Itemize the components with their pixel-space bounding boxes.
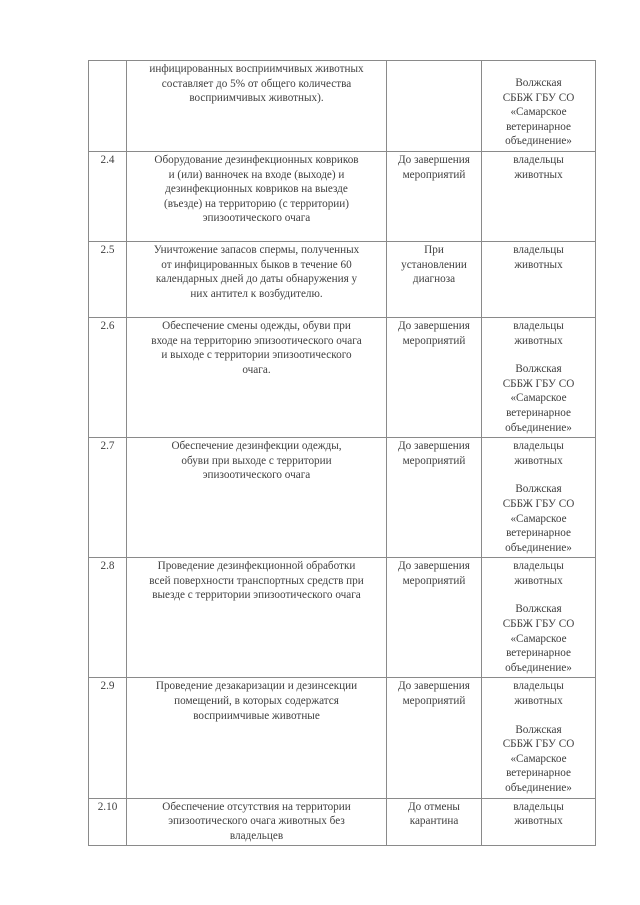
term-line: До завершения — [398, 153, 470, 166]
term-line: До завершения — [398, 440, 470, 453]
execution-term — [387, 798, 482, 846]
responsible-party — [485, 153, 592, 182]
item-number: 2.4 — [89, 151, 127, 241]
description-line: всей поверхности транспортных средств при — [149, 574, 364, 587]
item-number: 2.7 — [89, 438, 127, 558]
description-line: Уничтожение запасов спермы, полученных — [153, 243, 360, 256]
description-line: от инфицированных быков в течение 60 — [161, 258, 352, 271]
term-line: карантина — [409, 815, 459, 828]
responsible-party — [485, 559, 592, 588]
responsible-party — [485, 362, 592, 435]
description-line: Обеспечение смены одежды, обуви при — [162, 319, 351, 332]
responsible-party — [485, 602, 592, 675]
table-row — [89, 678, 596, 798]
description-line: Обеспечение дезинфекции одежды, — [171, 440, 342, 453]
description-line: выезде с территории эпизоотического очага — [152, 589, 361, 602]
term-line: До завершения — [398, 680, 470, 693]
responsible-line: объединение» — [505, 135, 572, 148]
responsible-line: Волжская — [515, 363, 562, 376]
measure-description — [127, 678, 387, 798]
measure-description — [127, 241, 387, 317]
item-number: 2.9 — [89, 678, 127, 798]
responsible-line: ветеринарное — [506, 647, 571, 660]
responsible-line: объединение» — [505, 421, 572, 434]
responsible-line: СББЖ ГБУ СО — [502, 497, 575, 510]
term-line: До отмены — [408, 800, 460, 813]
responsible-line: Волжская — [515, 603, 562, 616]
responsible-line: животных — [514, 695, 563, 708]
spacer — [485, 588, 592, 602]
term-line: мероприятий — [402, 454, 466, 467]
term-line: диагноза — [412, 273, 456, 286]
term-line: До завершения — [398, 560, 470, 573]
spacer — [485, 348, 592, 362]
description-line: календарных дней до даты обнаружения у — [155, 273, 358, 286]
measure-description — [127, 798, 387, 846]
responsible-line: животных — [514, 258, 563, 271]
responsible-line: ветеринарное — [506, 527, 571, 540]
table-row — [89, 151, 596, 241]
responsible-line: Волжская — [515, 723, 562, 736]
responsible-party — [485, 439, 592, 468]
responsible-party — [485, 482, 592, 555]
measure-description — [127, 151, 387, 241]
responsible-line: животных — [514, 334, 563, 347]
responsible-line: Волжская — [515, 483, 562, 496]
measure-description — [127, 438, 387, 558]
responsible-line: СББЖ ГБУ СО — [502, 618, 575, 631]
responsible-line: СББЖ ГБУ СО — [502, 377, 575, 390]
execution-term — [387, 678, 482, 798]
execution-term — [387, 438, 482, 558]
measure-description — [127, 317, 387, 437]
description-line: эпизоотического очага — [202, 212, 311, 225]
responsible-line: владельцы — [513, 319, 564, 332]
responsible-line: животных — [514, 168, 563, 181]
execution-term — [387, 61, 482, 152]
execution-term — [387, 317, 482, 437]
responsible-line: ветеринарное — [506, 767, 571, 780]
term-line: мероприятий — [402, 574, 466, 587]
description-line: эпизоотического очага животных без — [168, 815, 345, 828]
responsible-party — [485, 76, 592, 149]
responsible-line: владельцы — [513, 153, 564, 166]
table-row — [89, 61, 596, 152]
description-line: обуви при выходе с территории — [181, 454, 332, 467]
responsible-parties — [482, 241, 596, 317]
responsible-line: объединение» — [505, 661, 572, 674]
spacer — [485, 468, 592, 482]
execution-term — [387, 558, 482, 678]
responsible-line: владельцы — [513, 440, 564, 453]
execution-term — [387, 241, 482, 317]
responsible-line: «Самарское — [510, 752, 567, 765]
responsible-line: ветеринарное — [506, 120, 571, 133]
description-line: и (или) ванночек на входе (выходе) и — [168, 168, 345, 181]
responsible-line: животных — [514, 454, 563, 467]
description-line: составляет до 5% от общего количества — [161, 77, 352, 90]
item-number: 2.8 — [89, 558, 127, 678]
description-line: Проведение дезакаризации и дезинсекции — [155, 680, 358, 693]
description-line: Оборудование дезинфекционных ковриков — [154, 153, 359, 166]
responsible-parties — [482, 61, 596, 152]
description-line: Обеспечение отсутствия на территории — [162, 800, 351, 813]
responsible-line: объединение» — [505, 541, 572, 554]
term-line: При — [424, 243, 444, 256]
spacer — [485, 62, 592, 76]
responsible-line: «Самарское — [510, 106, 567, 119]
responsible-line: СББЖ ГБУ СО — [502, 91, 575, 104]
description-line: эпизоотического очага — [202, 469, 311, 482]
responsible-line: животных — [514, 815, 563, 828]
measure-description — [127, 558, 387, 678]
responsible-party — [485, 243, 592, 272]
description-line: восприимчивых животных). — [189, 92, 324, 105]
description-line: инфицированных восприимчивых животных — [149, 63, 364, 75]
responsible-parties — [482, 678, 596, 798]
table-row — [89, 241, 596, 317]
responsible-party — [485, 679, 592, 708]
responsible-parties — [482, 151, 596, 241]
table-row — [89, 317, 596, 437]
responsible-line: СББЖ ГБУ СО — [502, 738, 575, 751]
responsible-line: «Самарское — [510, 392, 567, 405]
responsible-line: Волжская — [515, 77, 562, 89]
responsible-line: «Самарское — [510, 512, 567, 525]
responsible-line: владельцы — [513, 243, 564, 256]
description-line: них антител к возбудителю. — [190, 287, 323, 300]
item-number — [89, 61, 127, 152]
responsible-parties — [482, 317, 596, 437]
item-number: 2.6 — [89, 317, 127, 437]
responsible-line: владельцы — [513, 800, 564, 813]
item-number: 2.10 — [89, 798, 127, 846]
description-line: помещений, в которых содержатся — [174, 695, 339, 708]
description-line: (въезде) на территорию (с территории) — [163, 197, 349, 210]
description-line: владельцев — [229, 829, 284, 842]
description-line: дезинфекционных ковриков на выезде — [165, 183, 348, 196]
description-line: очага. — [242, 363, 271, 376]
table-body — [89, 61, 596, 846]
description-line: входе на территорию эпизоотического очага — [151, 334, 362, 347]
term-line: установлении — [401, 258, 467, 271]
description-line: и выходе с территории эпизоотического — [161, 349, 352, 362]
description-line: восприимчивые животные — [193, 709, 320, 722]
responsible-line: владельцы — [513, 560, 564, 573]
responsible-line: владельцы — [513, 680, 564, 693]
measure-description — [127, 61, 387, 152]
measures-table — [88, 60, 596, 846]
table-row — [89, 558, 596, 678]
responsible-line: объединение» — [505, 782, 572, 794]
responsible-party — [485, 800, 592, 829]
term-line: мероприятий — [402, 334, 466, 347]
description-line: Проведение дезинфекционной обработки — [157, 560, 356, 573]
term-line: мероприятий — [402, 168, 466, 181]
table-row — [89, 798, 596, 846]
responsible-parties — [482, 438, 596, 558]
table-row — [89, 438, 596, 558]
responsible-party — [485, 319, 592, 348]
term-line: мероприятий — [402, 695, 466, 708]
responsible-line: «Самарское — [510, 632, 567, 645]
responsible-line: ветеринарное — [506, 406, 571, 419]
spacer — [485, 709, 592, 723]
responsible-parties — [482, 798, 596, 846]
responsible-party — [485, 723, 592, 796]
item-number: 2.5 — [89, 241, 127, 317]
responsible-line: животных — [514, 574, 563, 587]
term-line: До завершения — [398, 319, 470, 332]
execution-term — [387, 151, 482, 241]
responsible-parties — [482, 558, 596, 678]
